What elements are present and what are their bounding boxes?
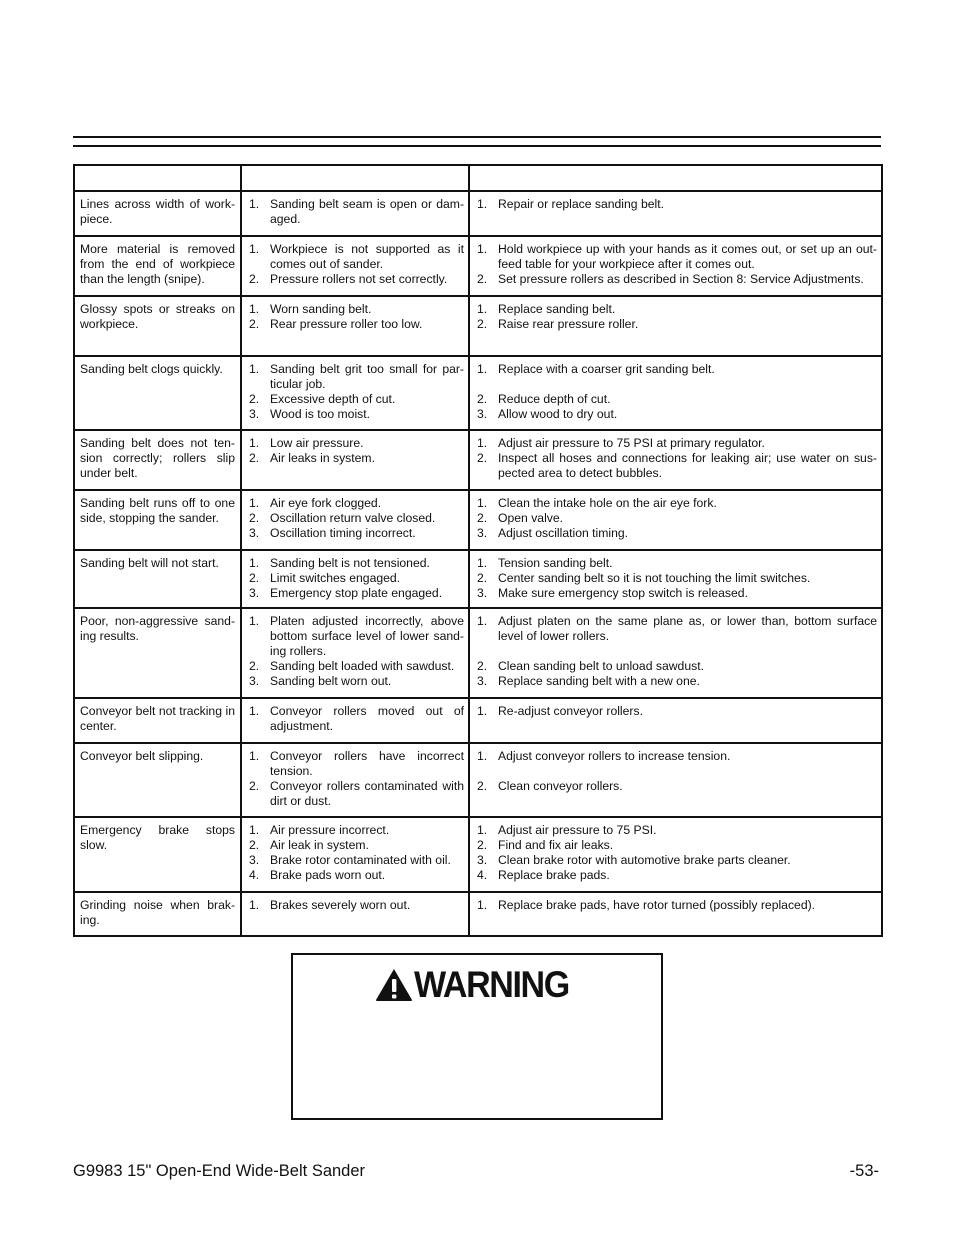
cause-item-text: Emergency stop plate engaged. [270, 586, 443, 600]
solution-cell [469, 296, 882, 356]
cause-cell [241, 817, 469, 892]
cause-item-text: Sanding belt worn out. [270, 674, 392, 688]
cause-cell [241, 296, 469, 356]
cause-item-text: Sanding belt grit too small for par-ticular job. [270, 362, 464, 391]
cause-item [247, 571, 464, 586]
cause-item-text: Air leaks in system. [270, 451, 375, 465]
cause-item [247, 898, 464, 913]
cause-cell [241, 236, 469, 296]
cause-item [247, 674, 464, 689]
symptom-text: Conveyor belt slipping. [80, 749, 204, 763]
cause-item-number: 2. [249, 838, 260, 852]
cause-cell [241, 490, 469, 550]
cause-item-number: 2. [249, 317, 260, 331]
symptom-cell [74, 608, 241, 698]
symptom-cell [74, 892, 241, 936]
cause-cell [241, 892, 469, 936]
solution-item [475, 392, 877, 407]
cause-item-number: 3. [249, 407, 260, 421]
solution-item-text: Open valve. [498, 511, 564, 525]
cause-item-number: 1. [249, 749, 260, 763]
solution-item [475, 272, 877, 287]
solution-cell [469, 743, 882, 817]
cause-item-text: Sanding belt is not tensioned. [270, 556, 430, 570]
symptom-cell [74, 430, 241, 490]
solution-item-number: 1. [477, 436, 488, 450]
solution-item [475, 704, 877, 719]
solution-item-number: 2. [477, 317, 488, 331]
solution-item [475, 749, 877, 764]
symptom-text: More material is removed from the end of workpiece than the length (snipe). [80, 242, 235, 286]
solution-item-number: 2. [477, 511, 488, 525]
table-row [74, 191, 882, 236]
solution-cell [469, 698, 882, 743]
table-row [74, 356, 882, 430]
spacer [475, 764, 877, 779]
cause-item-number: 2. [249, 779, 260, 793]
solution-item-text: Replace brake pads. [498, 868, 610, 882]
top-rule [73, 136, 881, 138]
solution-item-text: Re-adjust conveyor rollers. [498, 704, 643, 718]
solution-cell [469, 817, 882, 892]
cause-item [247, 511, 464, 526]
cause-item-text: Sanding belt seam is open or dam-aged. [270, 197, 464, 226]
solution-item [475, 407, 877, 422]
solution-item-text: Clean brake rotor with automotive brake parts cleaner. [498, 853, 791, 867]
solution-item [475, 586, 877, 601]
solution-cell [469, 892, 882, 936]
solution-item-number: 2. [477, 659, 488, 673]
cause-item-number: 2. [249, 511, 260, 525]
solution-item-text: Set pressure rollers as described in Section 8: Service Adjustments. [498, 272, 864, 286]
solution-item-text: Center sanding belt so it is not touching the limit switches. [498, 571, 811, 585]
symptom-cell [74, 296, 241, 356]
solution-item-text: Find and fix air leaks. [498, 838, 614, 852]
cause-item [247, 436, 464, 451]
solution-item-text: Raise rear pressure roller. [498, 317, 639, 331]
table-row [74, 236, 882, 296]
cause-item [247, 197, 464, 227]
table-row [74, 296, 882, 356]
warning-header [375, 965, 582, 1005]
solution-item-number: 2. [477, 392, 488, 406]
solution-item-text: Adjust platen on the same plane as, or lower than, bottom surface level of lower rollers. [498, 614, 877, 643]
cause-item-text: Platen adjusted incorrectly, above bottom surface level of lower sand-ing rollers. [270, 614, 464, 658]
cause-item-text: Oscillation return valve closed. [270, 511, 436, 525]
solution-item [475, 614, 877, 644]
cause-item-text: Worn sanding belt. [270, 302, 372, 316]
solution-item-number: 2. [477, 779, 488, 793]
solution-cell [469, 236, 882, 296]
cause-cell [241, 430, 469, 490]
solution-item [475, 242, 877, 272]
table-row [74, 743, 882, 817]
cause-item-number: 4. [249, 868, 260, 882]
cause-item-number: 1. [249, 302, 260, 316]
solution-item-number: 1. [477, 823, 488, 837]
solution-item-number: 1. [477, 302, 488, 316]
cause-item [247, 392, 464, 407]
solution-item-number: 3. [477, 586, 488, 600]
symptom-text: Grinding noise when brak-ing. [80, 898, 235, 927]
table-row [74, 550, 882, 608]
solution-item [475, 868, 877, 883]
solution-item [475, 511, 877, 526]
cause-item-number: 2. [249, 392, 260, 406]
solution-item [475, 451, 877, 481]
symptom-text: Poor, non-aggressive sand-ing results. [80, 614, 235, 643]
solution-item [475, 838, 877, 853]
symptom-text: Emergency brake stops slow. [80, 823, 235, 852]
symptom-text: Conveyor belt not tracking in center. [80, 704, 235, 733]
cause-item [247, 659, 464, 674]
cause-item-text: Low air pressure. [270, 436, 364, 450]
solution-item [475, 779, 877, 794]
solution-item [475, 659, 877, 674]
cause-item [247, 779, 464, 809]
cause-item [247, 526, 464, 541]
solution-item-text: Replace sanding belt. [498, 302, 616, 316]
solution-item-number: 2. [477, 272, 488, 286]
solution-item [475, 436, 877, 451]
table-row [74, 490, 882, 550]
cause-item [247, 823, 464, 838]
table-row [74, 608, 882, 698]
cause-item-text: Excessive depth of cut. [270, 392, 396, 406]
cause-item-text: Brakes severely worn out. [270, 898, 411, 912]
solution-item-text: Replace brake pads, have rotor turned (possibly replaced). [498, 898, 816, 912]
solution-item-number: 1. [477, 496, 488, 510]
solution-item [475, 496, 877, 511]
cause-item-number: 2. [249, 272, 260, 286]
cause-item [247, 451, 464, 466]
cause-item-text: Conveyor rollers have incorrect tension. [270, 749, 464, 778]
solution-item [475, 571, 877, 586]
solution-item-text: Make sure emergency stop switch is released. [498, 586, 748, 600]
solution-item-text: Replace sanding belt with a new one. [498, 674, 700, 688]
solution-item-number: 1. [477, 556, 488, 570]
solution-cell [469, 191, 882, 236]
cause-item-number: 1. [249, 614, 260, 628]
solution-item-text: Clean the intake hole on the air eye fork. [498, 496, 717, 510]
cause-item-number: 1. [249, 704, 260, 718]
solution-item-number: 3. [477, 526, 488, 540]
cause-item-text: Air eye fork clogged. [270, 496, 382, 510]
cause-item-text: Sanding belt loaded with sawdust. [270, 659, 455, 673]
solution-cell [469, 430, 882, 490]
symptom-text: Sanding belt clogs quickly. [80, 362, 223, 376]
solution-item-text: Replace with a coarser grit sanding belt. [498, 362, 715, 376]
solution-item-number: 3. [477, 674, 488, 688]
solution-item-number: 2. [477, 451, 488, 465]
cause-cell [241, 356, 469, 430]
cause-item-text: Workpiece is not supported as it comes out of sander. [270, 242, 464, 271]
solution-item-number: 3. [477, 853, 488, 867]
solution-item-text: Clean conveyor rollers. [498, 779, 623, 793]
solution-item-text: Repair or replace sanding belt. [498, 197, 664, 211]
solution-item [475, 362, 877, 377]
cause-item [247, 407, 464, 422]
cause-item-text: Conveyor rollers contaminated with dirt or dust. [270, 779, 464, 808]
cause-item-number: 1. [249, 556, 260, 570]
table-row [74, 698, 882, 743]
cause-item-number: 3. [249, 526, 260, 540]
top-rule-secondary [73, 145, 881, 147]
symptom-cell [74, 191, 241, 236]
solution-item-text: Adjust air pressure to 75 PSI at primary regulator. [498, 436, 765, 450]
solution-item-number: 4. [477, 868, 488, 882]
cause-item-number: 1. [249, 197, 260, 211]
cause-cell [241, 191, 469, 236]
solution-item-text: Inspect all hoses and connections for leaking air; use water on sus-pected area to detect bubbles. [498, 451, 877, 480]
solution-item-text: Clean sanding belt to unload sawdust. [498, 659, 704, 673]
symptom-cell [74, 356, 241, 430]
cause-item [247, 362, 464, 392]
solution-item-text: Tension sanding belt. [498, 556, 613, 570]
cause-item [247, 302, 464, 317]
solution-item-number: 1. [477, 197, 488, 211]
solution-item-number: 1. [477, 898, 488, 912]
cause-item-number: 1. [249, 436, 260, 450]
solution-item [475, 674, 877, 689]
symptom-cell [74, 490, 241, 550]
cause-item [247, 749, 464, 779]
solution-item-number: 2. [477, 571, 488, 585]
solution-item [475, 556, 877, 571]
header-solution-cell [469, 165, 882, 191]
solution-item-number: 1. [477, 614, 488, 628]
solution-item-number: 1. [477, 749, 488, 763]
solution-cell [469, 356, 882, 430]
cause-cell [241, 743, 469, 817]
solution-item-number: 1. [477, 704, 488, 718]
solution-item [475, 898, 877, 913]
cause-item-text: Rear pressure roller too low. [270, 317, 423, 331]
solution-item [475, 317, 877, 332]
cause-item-text: Air pressure incorrect. [270, 823, 390, 837]
cause-item-number: 1. [249, 242, 260, 256]
solution-item [475, 197, 877, 212]
symptom-text: Lines across width of work-piece. [80, 197, 235, 226]
solution-item-text: Adjust air pressure to 75 PSI. [498, 823, 657, 837]
cause-item-number: 1. [249, 898, 260, 912]
cause-item [247, 242, 464, 272]
solution-item [475, 302, 877, 317]
symptom-text: Sanding belt runs off to one side, stopping the sander. [80, 496, 235, 525]
cause-item-text: Brake rotor contaminated with oil. [270, 853, 451, 867]
solution-item-text: Reduce depth of cut. [498, 392, 611, 406]
cause-item [247, 868, 464, 883]
cause-item [247, 556, 464, 571]
solution-item-text: Hold workpiece up with your hands as it comes out, or set up an out-feed table for your workpiece after it comes out. [498, 242, 877, 271]
cause-item-text: Limit switches engaged. [270, 571, 401, 585]
cause-item [247, 614, 464, 659]
footer-page-number: -53- [849, 1162, 879, 1180]
symptom-cell [74, 550, 241, 608]
solution-cell [469, 550, 882, 608]
symptom-text: Sanding belt will not start. [80, 556, 219, 570]
spacer [475, 644, 877, 659]
cause-item-number: 3. [249, 586, 260, 600]
warning-triangle-icon [375, 968, 413, 1002]
cause-item [247, 853, 464, 868]
warning-box [291, 953, 663, 1120]
table-row [74, 430, 882, 490]
solution-item-text: Allow wood to dry out. [498, 407, 618, 421]
solution-item [475, 823, 877, 838]
cause-item-number: 2. [249, 571, 260, 585]
footer-manual-title: G9983 15" Open-End Wide-Belt Sander [73, 1162, 366, 1180]
table-row [74, 892, 882, 936]
cause-item [247, 586, 464, 601]
solution-cell [469, 608, 882, 698]
solution-item-number: 1. [477, 242, 488, 256]
solution-item-number: 3. [477, 407, 488, 421]
solution-item [475, 853, 877, 868]
symptom-cell [74, 698, 241, 743]
cause-item-text: Pressure rollers not set correctly. [270, 272, 448, 286]
symptom-cell [74, 817, 241, 892]
solution-item-number: 2. [477, 838, 488, 852]
table-header-row [74, 165, 882, 191]
solution-cell [469, 490, 882, 550]
cause-item-number: 3. [249, 853, 260, 867]
solution-item-text: Adjust oscillation timing. [498, 526, 629, 540]
cause-cell [241, 608, 469, 698]
cause-item [247, 317, 464, 332]
spacer [475, 377, 877, 392]
symptom-text: Glossy spots or streaks on workpiece. [80, 302, 235, 331]
cause-item [247, 838, 464, 853]
cause-item-number: 1. [249, 823, 260, 837]
troubleshooting-table [73, 164, 883, 937]
cause-item [247, 704, 464, 734]
header-cause-cell [241, 165, 469, 191]
solution-item [475, 526, 877, 541]
cause-item [247, 496, 464, 511]
cause-item-number: 3. [249, 674, 260, 688]
cause-item-number: 1. [249, 496, 260, 510]
cause-item-text: Air leak in system. [270, 838, 369, 852]
cause-cell [241, 550, 469, 608]
cause-item-number: 2. [249, 451, 260, 465]
table-row [74, 817, 882, 892]
cause-item-text: Brake pads worn out. [270, 868, 386, 882]
cause-item-number: 1. [249, 362, 260, 376]
warning-title: WARNING [414, 964, 569, 1005]
cause-item [247, 272, 464, 287]
symptom-cell [74, 236, 241, 296]
cause-item-number: 2. [249, 659, 260, 673]
cause-cell [241, 698, 469, 743]
symptom-cell [74, 743, 241, 817]
solution-item-text: Adjust conveyor rollers to increase tension. [498, 749, 731, 763]
symptom-text: Sanding belt does not ten-sion correctly; rollers slip under belt. [80, 436, 235, 480]
header-symptom-cell [74, 165, 241, 191]
cause-item-text: Oscillation timing incorrect. [270, 526, 416, 540]
cause-item-text: Conveyor rollers moved out of adjustment. [270, 704, 464, 733]
solution-item-number: 1. [477, 362, 488, 376]
cause-item-text: Wood is too moist. [270, 407, 371, 421]
